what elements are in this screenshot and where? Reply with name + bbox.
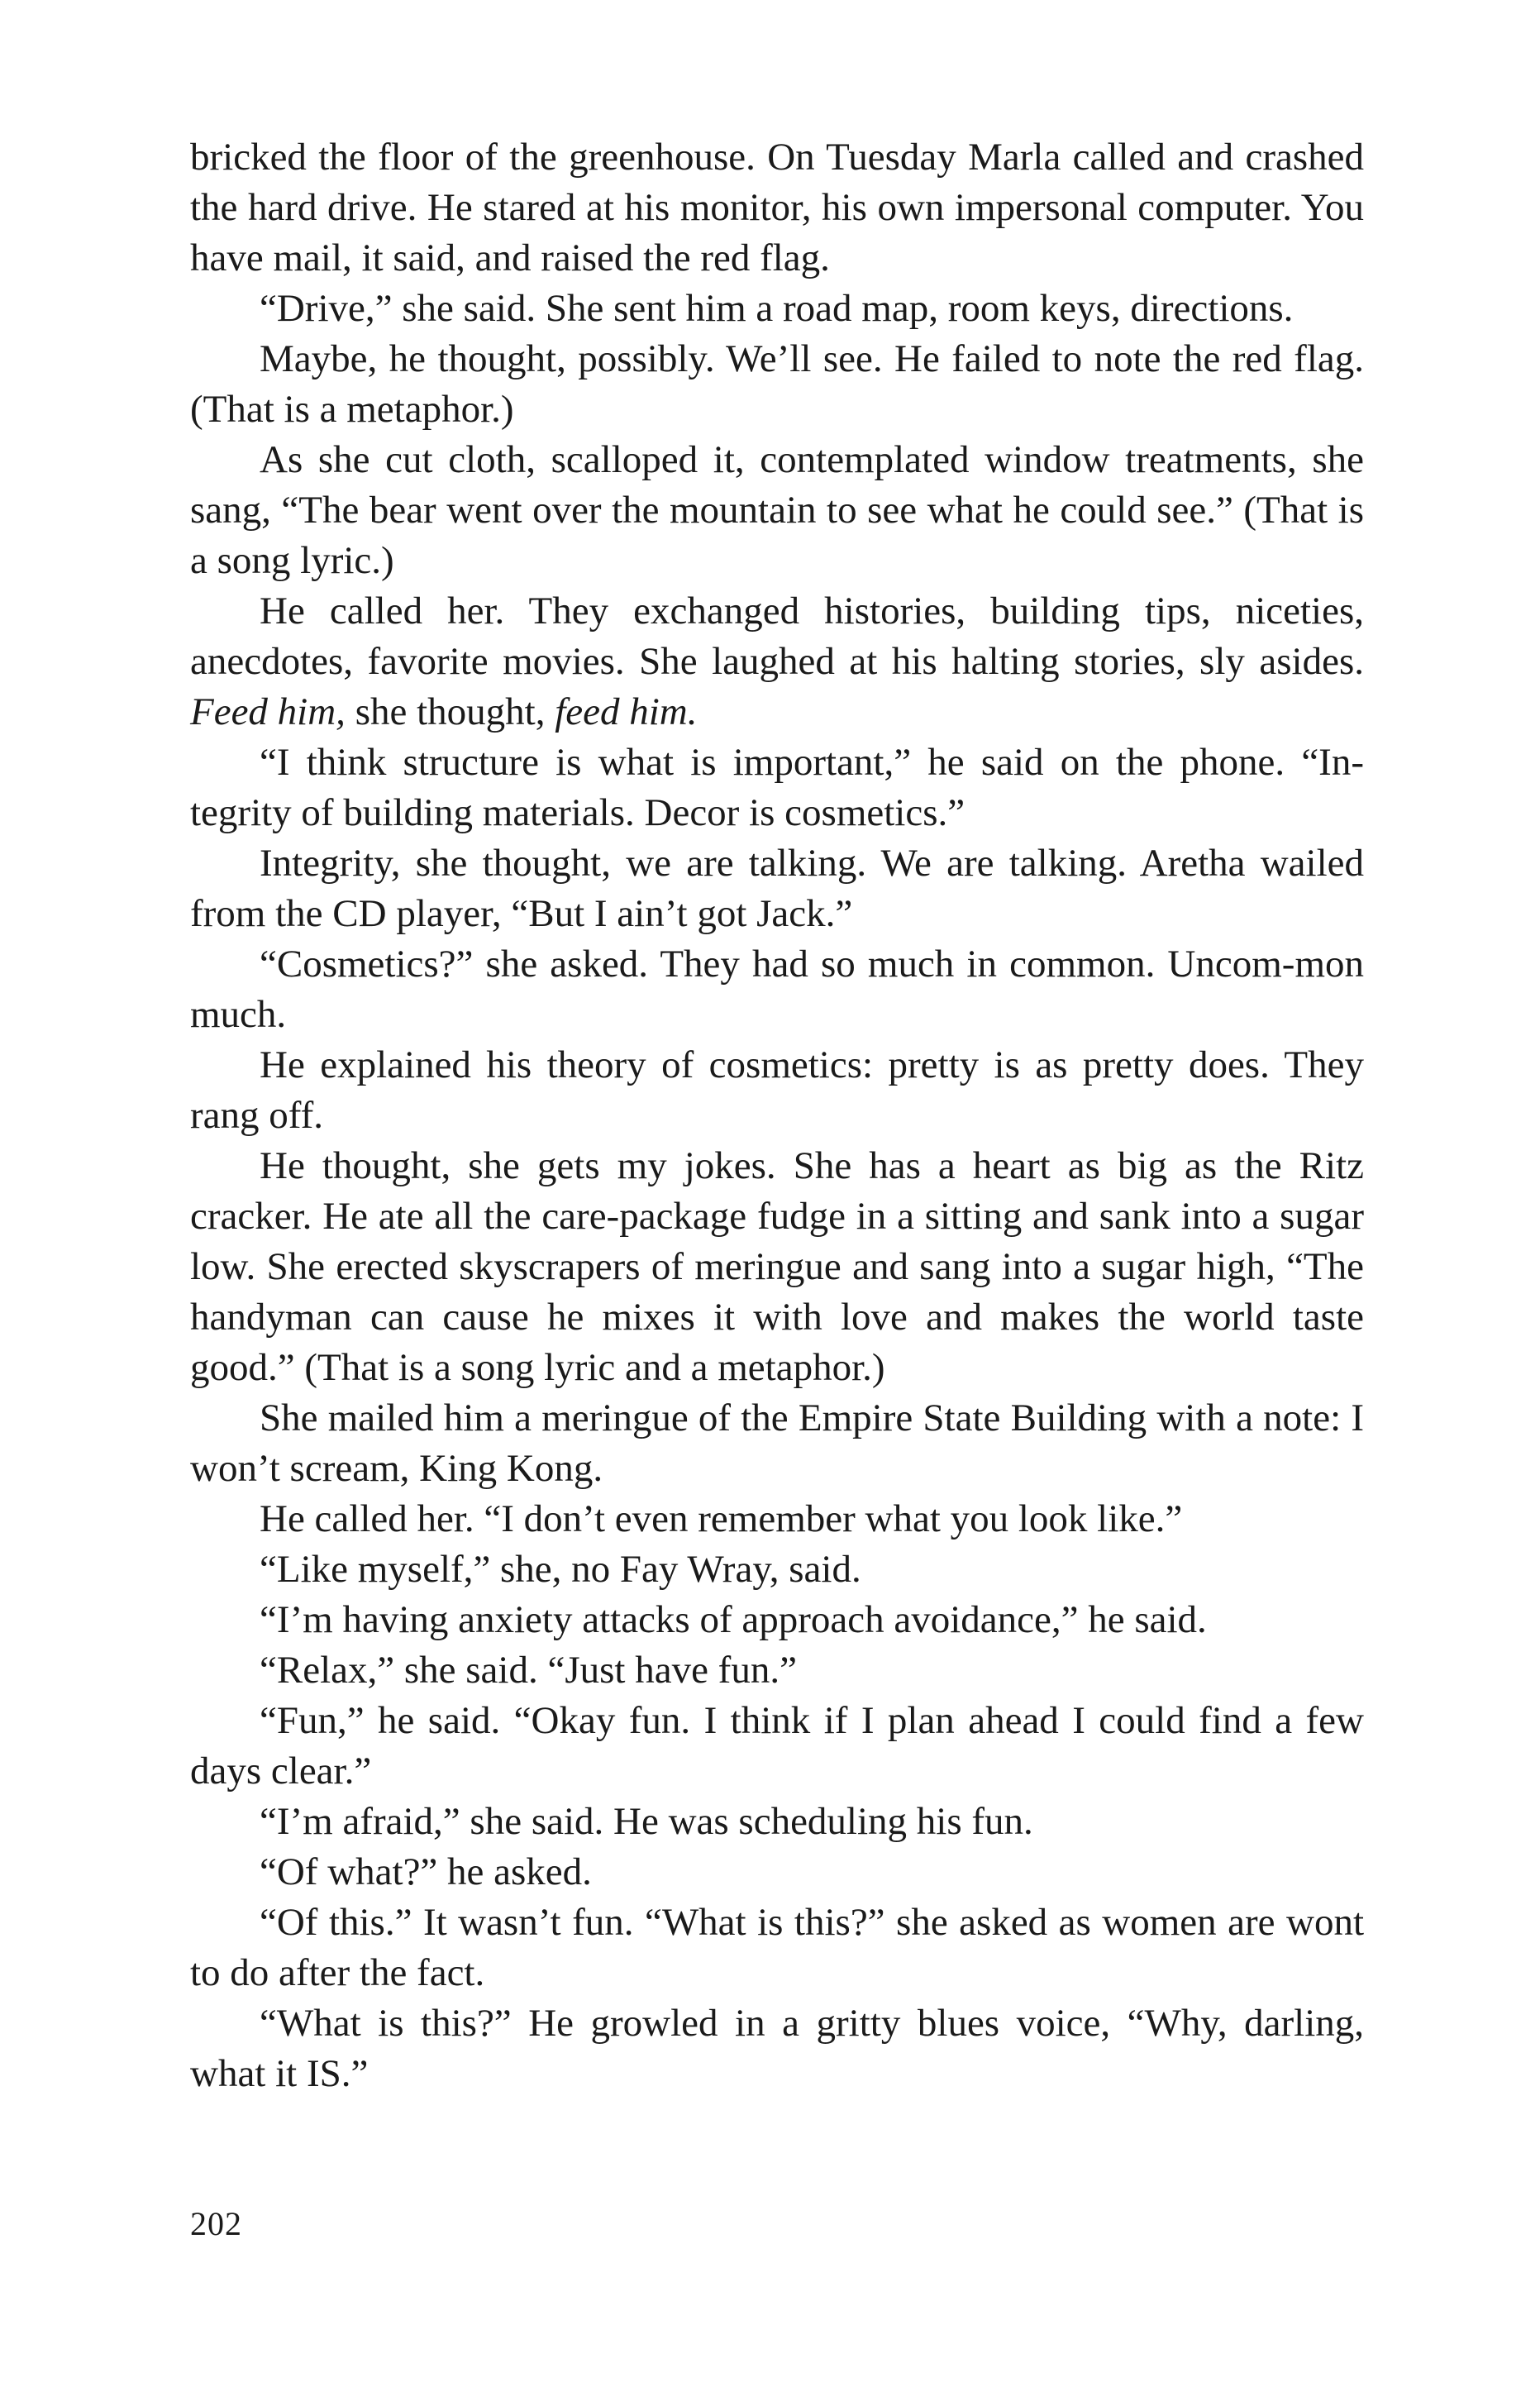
paragraph-text: bricked the floor of the greenhouse. On Tuesday Marla called and crashed the hard drive. He stared at his monitor, his own impersonal computer. You have mail, it said, and raised the red flag.: [190, 136, 1364, 279]
italic-text: feed him.: [555, 690, 698, 733]
paragraph-text: As she cut cloth, scalloped it, contemplated window treatments, she sang, “The bear went over the mountain to see what he could see.” (That is a song lyric.): [190, 438, 1364, 582]
paragraph-text: “Like myself,” she, no Fay Wray, said.: [260, 1548, 861, 1591]
paragraph-text: “Fun,” he said. “Okay fun. I think if I plan ahead I could find a few days clear.”: [190, 1699, 1364, 1793]
page-number: 202: [190, 2205, 242, 2242]
paragraph: [190, 1393, 1364, 1494]
paragraph: [190, 1847, 1364, 1898]
paragraph: [190, 1040, 1364, 1141]
paragraph: [190, 1898, 1364, 1998]
italic-text: Feed him,: [190, 690, 346, 733]
paragraph: [190, 838, 1364, 939]
paragraph-text: “Of what?” he asked.: [260, 1850, 592, 1893]
paragraph: [190, 1797, 1364, 1847]
paragraph-text: She mailed him a meringue of the Empire State Building with a note: I won’t scream, King Kong.: [190, 1396, 1364, 1490]
paragraph: [190, 738, 1364, 838]
body-text: [190, 132, 1364, 2099]
paragraph-text: “I think structure is what is important,” he said on the phone. “In-tegrity of building materials. Decor is cosmetics.”: [190, 741, 1364, 834]
paragraph: [190, 334, 1364, 435]
paragraph: [190, 1595, 1364, 1645]
paragraph: [190, 284, 1364, 334]
paragraph: [190, 1998, 1364, 2099]
paragraph-text: He thought, she gets my jokes. She has a heart as big as the Ritz cracker. He ate all the care-package fudge in a sitting and sank into a sugar low. She erected skyscrapers of meringue and sang into a sugar high, “The handyman can cause he mixes it with love and makes the world taste good.” (That is a song lyric and a metaphor.): [190, 1144, 1364, 1389]
paragraph: [190, 1645, 1364, 1696]
paragraph-text: “Drive,” she said. She sent him a road map, room keys, directions.: [260, 287, 1294, 330]
paragraph-text: “What is this?” He growled in a gritty blues voice, “Why, darling, what it IS.”: [190, 2002, 1364, 2095]
paragraph: [190, 132, 1364, 284]
paragraph: [190, 1544, 1364, 1595]
paragraph: [190, 1494, 1364, 1544]
paragraph: [190, 939, 1364, 1040]
paragraph: [190, 1696, 1364, 1797]
paragraph-text: He called her. They exchanged histories, building tips, niceties, anecdotes, favorite movies. She laughed at his halting stories, sly asides.: [190, 590, 1364, 683]
paragraph-text: He explained his theory of cosmetics: pretty is as pretty does. They rang off.: [190, 1043, 1364, 1137]
paragraph: [190, 586, 1364, 738]
paragraph-text: Maybe, he thought, possibly. We’ll see. He failed to note the red flag. (That is a metaphor.): [190, 337, 1364, 431]
paragraph-text: “Relax,” she said. “Just have fun.”: [260, 1649, 797, 1692]
paragraph-text: Integrity, she thought, we are talking. We are talking. Aretha wailed from the CD player, “But I ain’t got Jack.”: [190, 842, 1364, 935]
paragraph-text: “I’m afraid,” she said. He was scheduling his fun.: [260, 1800, 1033, 1843]
paragraph-text: she thought,: [345, 690, 555, 733]
paragraph-text: “I’m having anxiety attacks of approach avoidance,” he said.: [260, 1598, 1207, 1641]
paragraph-text: He called her. “I don’t even remember what you look like.”: [260, 1497, 1183, 1540]
paragraph-text: “Cosmetics?” she asked. They had so much in common. Uncom-mon much.: [190, 943, 1364, 1036]
paragraph: [190, 1141, 1364, 1393]
paragraph: [190, 435, 1364, 586]
paragraph-text: “Of this.” It wasn’t fun. “What is this?” she asked as women are wont to do after the fact.: [190, 1901, 1364, 1994]
